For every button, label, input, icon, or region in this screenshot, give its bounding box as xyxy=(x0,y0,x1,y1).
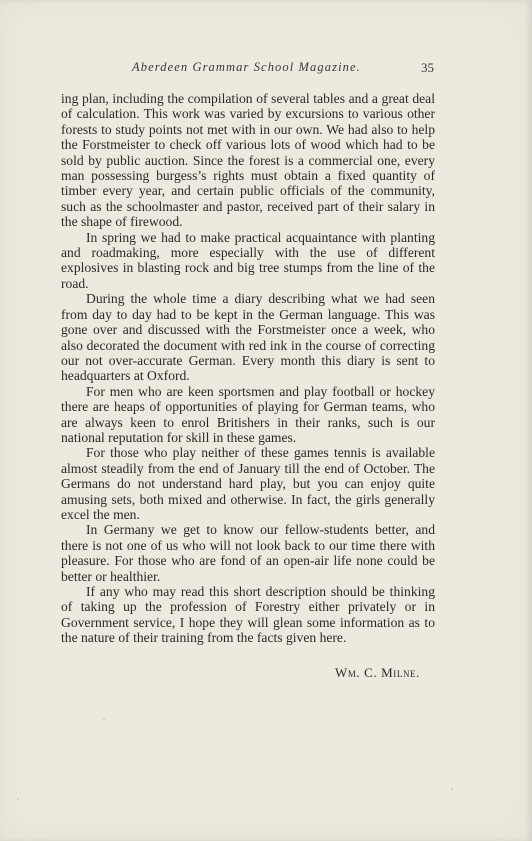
running-title: Aberdeen Grammar School Magazine. xyxy=(132,60,361,74)
paragraph: For those who play neither of these games tennis is available almost steadily from the end of January till the end of October. The Germans do not understand hard play, but you can enjoy quite amusing sets, both mixed and otherwise. In fact, the girls generally excel the men. xyxy=(61,445,435,522)
paper-speck xyxy=(103,718,105,720)
paragraph: ing plan, including the compilation of several tables and a great deal of calculation. This work was varied by excursions to various other forests to study points not met with in our own. We had also to help the Forstmeister to check off various lots of wood which had to be sold by public auction. Since the forest is a commercial one, every man possessing burgess’s rights must obtain a fixed quantity of timber every year, and certain public officials of the community, such as the schoolmaster and pastor, received part of their salary in the shape of firewood. xyxy=(61,91,435,230)
paper-speck xyxy=(17,798,19,800)
page-number: 35 xyxy=(421,60,434,75)
paragraph: In Germany we get to know our fellow-students better, and there is not one of us who will not look back to our time there with pleasure. For those who are fond of an open-air life none could be better or healthier. xyxy=(61,522,435,584)
paper-speck xyxy=(451,788,453,790)
paragraph: If any who may read this short description should be thinking of taking up the profession of Forestry either privately or in Government service, I hope they will glean some information as to the nature of their training from the facts given here. xyxy=(61,584,435,646)
article-body xyxy=(61,91,435,646)
author-signature: Wm. C. Milne. xyxy=(334,665,420,680)
paragraph: For men who are keen sportsmen and play football or hockey there are heaps of opportunities of playing for German teams, who are always keen to enrol Britishers in their ranks, such is our national reputation for skill in these games. xyxy=(61,383,435,445)
paragraph: In spring we had to make practical acquaintance with planting and roadmaking, more especially with the use of different explosives in blasting rock and big tree stumps from the line of the road. xyxy=(61,229,435,291)
paragraph: During the whole time a diary describing what we had seen from day to day had to be kept in the German language. This was gone over and discussed with the Forstmeister once a week, who also decorated the document with red ink in the course of correcting our not over-accurate German. Every month this diary is sent to headquarters at Oxford. xyxy=(61,291,435,384)
